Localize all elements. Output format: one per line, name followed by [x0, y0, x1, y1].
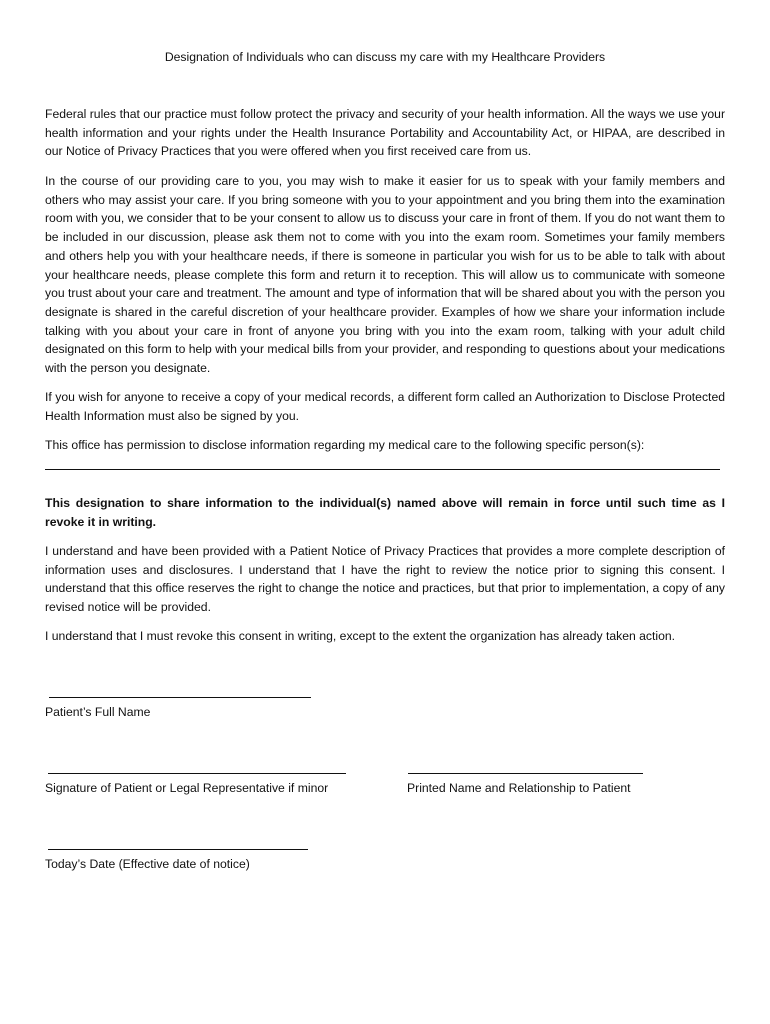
document-title: Designation of Individuals who can discuss my care with my Healthcare Providers	[164, 50, 606, 64]
printed-name-line[interactable]	[408, 773, 643, 774]
designated-persons-line[interactable]	[45, 469, 720, 470]
printed-name-label: Printed Name and Relationship to Patient	[407, 781, 631, 795]
date-label: Today’s Date (Effective date of notice)	[45, 857, 250, 871]
date-line[interactable]	[48, 849, 308, 850]
paragraph-designation-bold: This designation to share information to the individual(s) named above will remain in force until such time as I revoke it in writing.	[45, 496, 725, 529]
signature-line[interactable]	[48, 773, 346, 774]
paragraph-privacy-rules: Federal rules that our practice must follow protect the privacy and security of your health information. All the ways we use your health information and your rights under the Health Insurance Portability and Accountability Act, or HIPAA, are described in our Notice of Privacy Practices that you were offered when you first received care from us.	[45, 107, 725, 159]
patient-name-line[interactable]	[49, 697, 311, 698]
paragraph-acknowledgement: I understand and have been provided with a Patient Notice of Privacy Practices that provides a more complete description of information uses and disclosures. I understand that I have the right to review the notice prior to signing this consent. I understand that this office reserves the right to change the notice and practices, but that prior to implementation, a copy of any revised notice will be provided.	[45, 544, 725, 615]
signature-label: Signature of Patient or Legal Representative if minor	[45, 781, 329, 795]
paragraph-revoke: I understand that I must revoke this consent in writing, except to the extent the organization has already taken action.	[45, 629, 676, 643]
paragraph-medical-records: If you wish for anyone to receive a copy of your medical records, a different form called an Authorization to Disclose Protected Health Information must also be signed by you.	[45, 390, 725, 423]
patient-name-label: Patient’s Full Name	[45, 705, 151, 719]
paragraph-permission: This office has permission to disclose information regarding my medical care to the following specific person(s):	[45, 438, 645, 452]
paragraph-family-consent: In the course of our providing care to you, you may wish to make it easier for us to speak with your family members and others who may assist your care. If you bring someone with you to your appointment and you bring them into the examination room with you, we consider that to be your consent to allow us to discuss your care in front of them. If you do not want them to be included in our discussion, please ask them not to come with you into the exam room. Sometimes your family members and others help you with your healthcare needs, if there is someone in particular you wish for us to be able to talk with about your healthcare needs, please complete this form and return it to reception. This will allow us to communicate with someone you trust about your care and treatment. The amount and type of information that will be shared about you with the person you designate is shared in the careful discretion of your healthcare provider. Examples of how we share your information include talking with you about your care in front of anyone you bring with you into the exam room, talking with your adult child designated on this form to help with your medical bills from your provider, and responding to questions about your medications with the person you designate.	[45, 174, 725, 376]
